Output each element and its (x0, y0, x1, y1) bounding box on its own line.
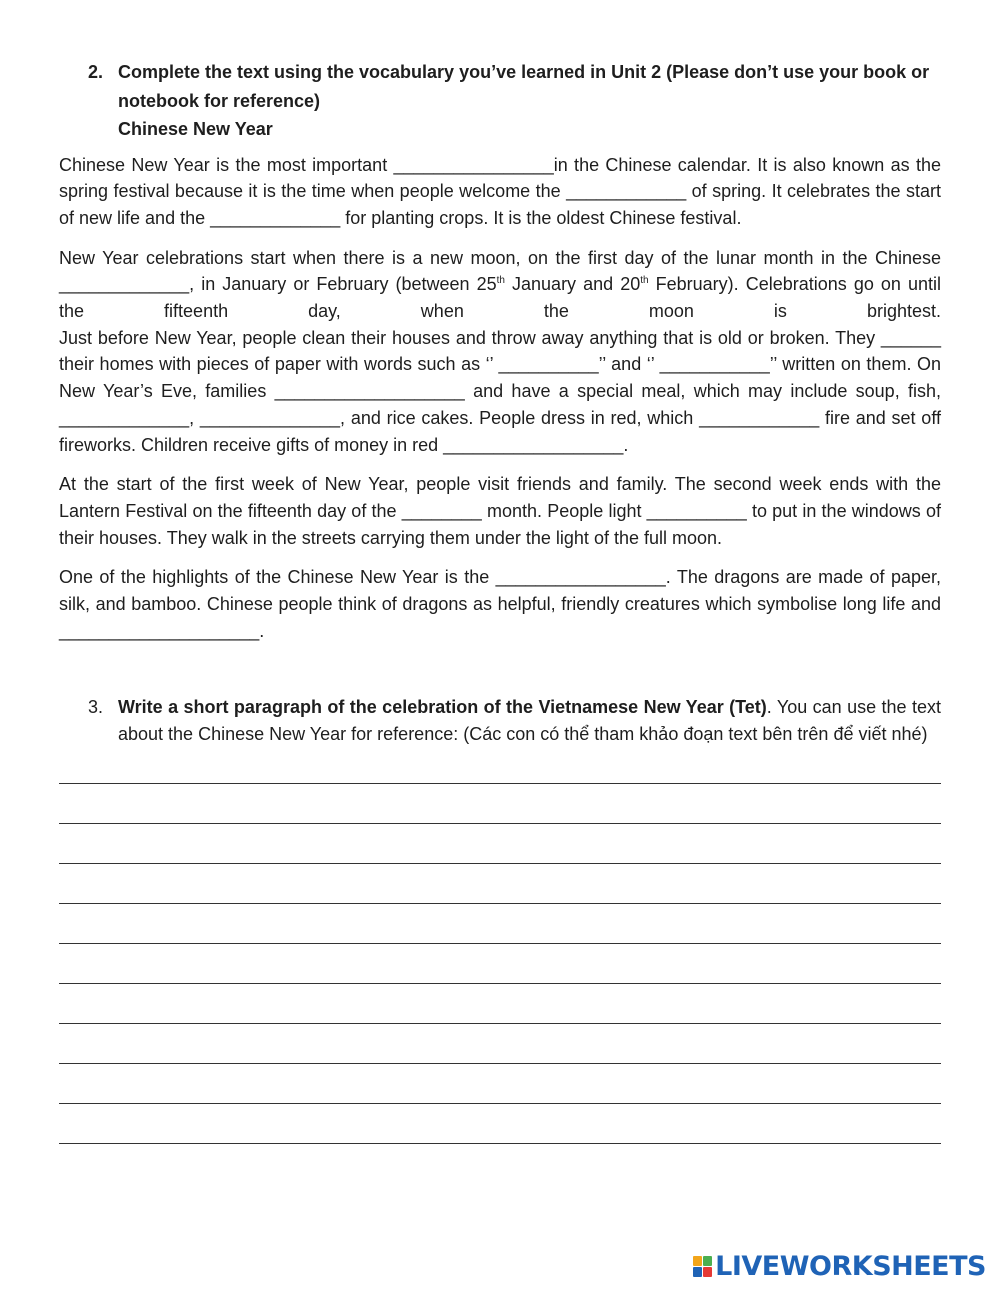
passage-paragraph-1[interactable]: Chinese New Year is the most important ________________in the Chinese calendar. It is also known as the spring festival because it is the time when people welcome the ____________ of spring. It celebrates the start of new life and the _____________ for planting crops. It is the oldest Chinese festival. (59, 154, 941, 228)
answer-line[interactable] (59, 1081, 941, 1121)
passage-paragraph-2-part-1: New Year celebrations start when there is a new moon, on the first day of the lunar month in the Chinese _____________, in January or February (between 25th January and 20th February). Celebrations go on until the fifteenth day, when the moon is brightest. (59, 247, 941, 322)
answer-line[interactable] (59, 841, 941, 881)
passage-paragraph-3[interactable]: At the start of the first week of New Year, people visit friends and family. The second week ends with the Lantern Festival on the fifteenth day of the ________ month. People light __________ to put in the windows of their houses. They walk in the streets carrying them under the light of the full moon. (59, 474, 941, 548)
answer-line[interactable] (59, 801, 941, 841)
worksheet-page (59, 58, 941, 1161)
answer-line[interactable] (59, 1001, 941, 1041)
answer-line[interactable] (59, 1041, 941, 1081)
question-2-instruction: Complete the text using the vocabulary you’ve learned in Unit 2 (Please don’t use your book or notebook for reference) (118, 62, 930, 111)
logo-mark-icon (693, 1256, 712, 1277)
question-3 (59, 694, 941, 747)
answer-line[interactable] (59, 961, 941, 1001)
question-3-instruction: Write a short paragraph of the celebration of the Vietnamese New Year (Tet). You can use the text about the Chinese New Year for reference: (Các con có thể tham khảo đoạn text bên trên để viết nhé) (118, 697, 941, 744)
passage-title: Chinese New Year (118, 119, 273, 139)
answer-line[interactable] (59, 921, 941, 961)
passage-paragraph-4[interactable]: One of the highlights of the Chinese New Year is the _________________. The dragons are made of paper, silk, and bamboo. Chinese people think of dragons as helpful, friendly creatures which symbolise long life and ____________________. (59, 567, 941, 641)
passage-paragraph-2[interactable] (59, 245, 941, 459)
answer-line[interactable] (59, 761, 941, 801)
answer-lines (59, 761, 941, 1161)
answer-line[interactable] (59, 881, 941, 921)
question-3-number: 3. (88, 697, 104, 718)
liveworksheets-logo (693, 1251, 986, 1282)
logo-text: LIVEWORKSHEETS (715, 1251, 986, 1282)
answer-line[interactable] (59, 1121, 941, 1161)
question-2-number: 2. (88, 62, 104, 82)
question-2-header (59, 58, 941, 144)
passage-paragraph-2-part-2: Just before New Year, people clean their houses and throw away anything that is old or broken. They ______ their homes with pieces of paper with words such as ‘’ __________’’ and ‘’ ___________’’ written on them. On New Year’s Eve, families ___________________ and have a special meal, which may include soup, fish, _____________, ______________, and rice cakes. People dress in red, which ____________ fire and set off fireworks. Children receive gifts of money in red __________________. (59, 327, 941, 455)
